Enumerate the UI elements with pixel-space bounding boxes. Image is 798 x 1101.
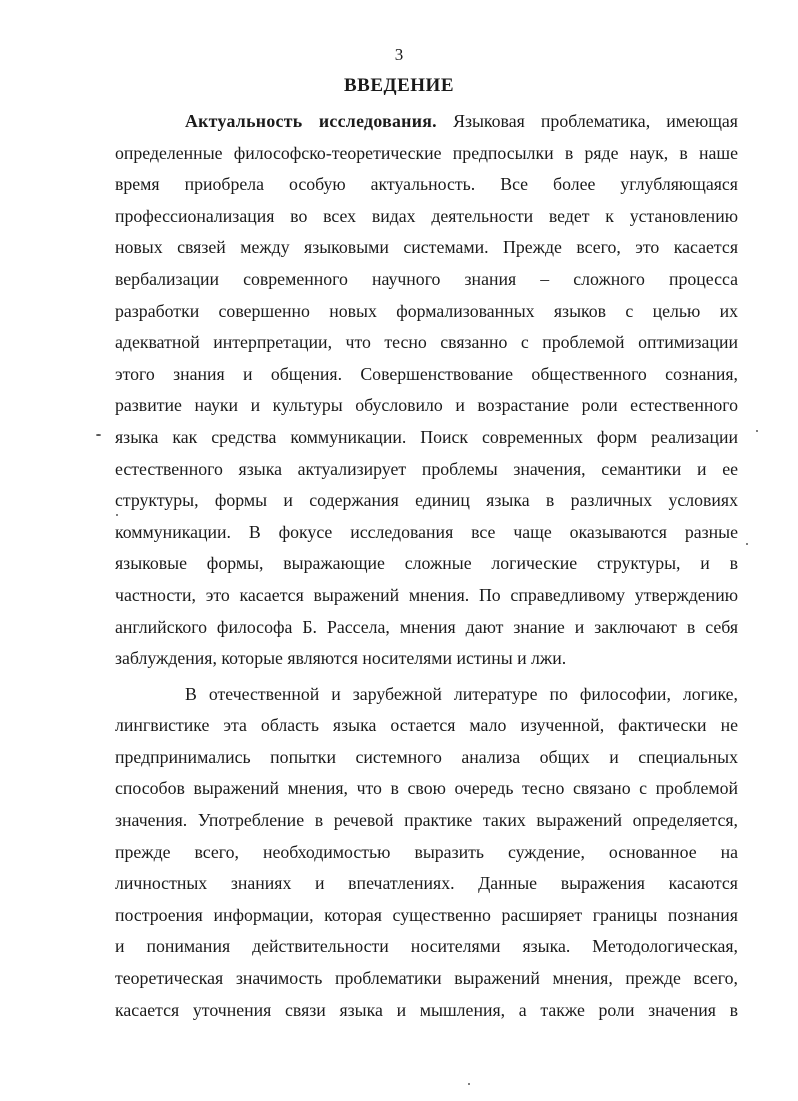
scan-speck [746,543,748,545]
paragraph-line: разработки совершенно новых формализованных языков с целью их [115,300,738,321]
paragraph-line: естественного языка актуализирует проблемы значения, семантики и ее [115,458,738,479]
paragraph-line: развитие науки и культуры обусловило и возрастание роли естественного [115,395,738,416]
paragraph-line: частности, это касается выражений мнения. По справедливому утверждению [115,584,738,605]
paragraph-line: В отечественной и зарубежной литературе по философии, логике, [185,683,738,704]
paragraph-line: профессионализация во всех видах деятельности ведет к установлению [115,205,738,226]
body-text [115,106,738,1026]
scan-speck [468,1083,470,1085]
paragraph-line: английского философа Б. Рассела, мнения дают знание и заключают в себя [115,616,738,637]
paragraph-line: касается уточнения связи языка и мышления, а также роли значения в [115,999,738,1020]
paragraph-literature [115,679,738,1027]
lead-in-bold: Актуальность исследования. [185,111,437,131]
paragraph-line: личностных знаниях и впечатлениях. Данные выражения касаются [115,873,738,894]
paragraph-line: значения. Употребление в речевой практике таких выражений определяется, [115,810,738,831]
paragraph-line: и понимания действительности носителями языка. Методологическая, [115,936,738,957]
scan-speck [756,430,758,432]
paragraph-line: коммуникации. В фокусе исследования все чаще оказываются разные [115,521,738,542]
section-heading: ВВЕДЕНИЕ [344,75,454,96]
paragraph-line: языковые формы, выражающие сложные логические структуры, и в [115,553,738,574]
paragraph-line: заблуждения, которые являются носителями истины и лжи. [115,648,567,669]
first-line-rest: Языковая проблематика, имеющая [436,111,738,131]
paragraph-line: адекватной интерпретации, что тесно связанно с проблемой оптимизации [115,332,738,353]
paragraph-line: языка как средства коммуникации. Поиск современных форм реализации [115,426,738,447]
paragraph-line: вербализации современного научного знания – сложного процесса [115,268,738,289]
paragraph-line: построения информации, которая существенно расширяет границы познания [115,904,738,925]
paragraph-line: способов выражений мнения, что в свою очередь тесно связано с проблемой [115,778,738,799]
paragraph-line: определенные философско-теоретические предпосылки в ряде наук, в наше [115,142,738,163]
paragraph-line: структуры, формы и содержания единиц языка в различных условиях [115,490,738,511]
paragraph-relevance [115,106,738,675]
paragraph-line: этого знания и общения. Совершенствование общественного сознания, [115,363,738,384]
paragraph-line: время приобрела особую актуальность. Все более углубляющаяся [115,174,738,195]
scan-speck [116,514,118,516]
page-number: 3 [394,45,404,64]
paragraph-line: предпринимались попытки системного анализа общих и специальных [115,746,738,767]
paragraph-line: теоретическая значимость проблематики выражений мнения, прежде всего, [115,968,738,989]
paragraph-line: лингвистике эта область языка остается мало изученной, фактически не [115,715,738,736]
paragraph-line: новых связей между языковыми системами. Прежде всего, это касается [115,237,738,258]
paragraph-line: прежде всего, необходимостью выразить суждение, основанное на [115,841,738,862]
paragraph-line [115,106,738,138]
scan-speck [96,434,101,436]
